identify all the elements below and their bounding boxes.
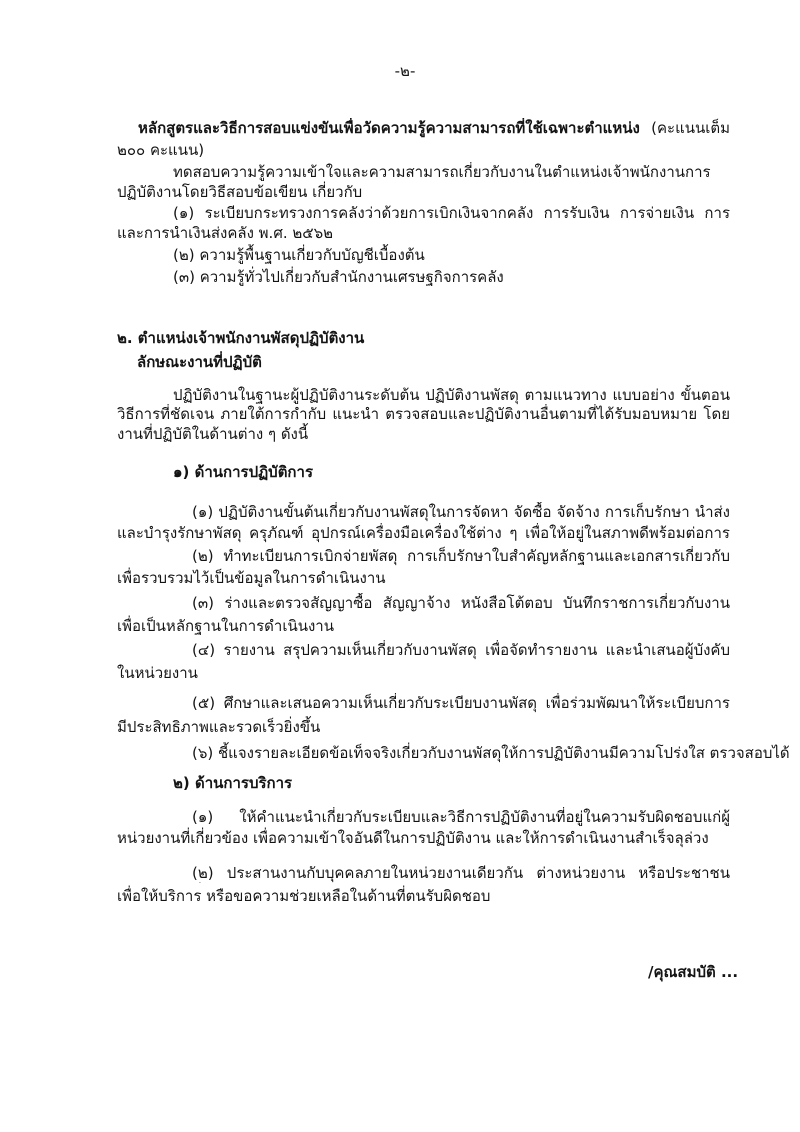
section2-intro-line: วิธีการที่ชัดเจน ภายใต้การกำกับ แนะนำ ตรวจสอบและปฏิบัติงานอื่นตามที่ได้รับมอบหมาย โดย <box>117 405 730 423</box>
services-item-2-line: เพื่อให้บริการ หรือขอความช่วยเหลือในด้านที่ตนรับผิดชอบ <box>117 887 491 905</box>
section1-heading-line2: ๒๐๐ คะแนน) <box>117 141 205 159</box>
operations-item-4-line: ในหน่วยงาน <box>117 664 198 682</box>
section1-heading-rest: (คะแนนเต็ม <box>651 119 730 137</box>
services-item-2-line: (๒) ประสานงานกับบุคคลภายในหน่วยงานเดียวกัน ต่างหน่วยงาน หรือประชาชน <box>192 864 730 882</box>
section1-item-1-line: (๑) ระเบียบกระทรวงการคลังว่าด้วยการเบิกเงินจากคลัง การรับเงิน การจ่ายเงิน การ <box>173 204 730 222</box>
section2-intro-line: งานที่ปฏิบัติในด้านต่าง ๆ ดังนี้ <box>117 425 309 443</box>
operations-item-3-line: (๓) ร่างและตรวจสัญญาซื้อ สัญญาจ้าง หนังสือโต้ตอบ บันทึกราชการเกี่ยวกับงาน <box>192 594 730 612</box>
operations-title: ๑) ด้านการปฏิบัติการ <box>173 463 313 481</box>
section1-intro-line: ปฏิบัติงานโดยวิธีสอบข้อเขียน เกี่ยวกับ <box>117 183 363 201</box>
operations-item-4-line: (๔) รายงาน สรุปความเห็นเกี่ยวกับงานพัสดุ เพื่อจัดทำรายงาน และนำเสนอผู้บังคับ <box>192 641 730 659</box>
continuation-note: /คุณสมบัติ ... <box>648 963 739 981</box>
operations-item-3-line: เพื่อเป็นหลักฐานในการดำเนินงาน <box>117 617 334 635</box>
operations-item-1-line: (๑) ปฏิบัติงานขั้นต้นเกี่ยวกับงานพัสดุในการจัดหา จัดซื้อ จัดจ้าง การเก็บรักษา นำส่ง <box>192 503 730 521</box>
services-item-1-line: หน่วยงานที่เกี่ยวข้อง เพื่อความเข้าใจอันดีในการปฏิบัติงาน และให้การดำเนินงานสำเร็จลุล่วง <box>117 829 709 847</box>
services-title: ๒) ด้านการบริการ <box>173 774 293 792</box>
operations-item-2-line: (๒) ทำทะเบียนการเบิกจ่ายพัสดุ การเก็บรักษาใบสำคัญหลักฐานและเอกสารเกี่ยวกับ <box>192 547 730 565</box>
section1-item-2: (๒) ความรู้พื้นฐานเกี่ยวกับบัญชีเบื้องต้น <box>173 246 425 264</box>
operations-item-2-line: เพื่อรวบรวมไว้เป็นข้อมูลในการดำเนินงาน <box>117 569 386 587</box>
section1-heading <box>138 118 730 138</box>
operations-item-5-line: มีประสิทธิภาพและรวดเร็วยิ่งขึ้น <box>117 718 321 736</box>
services-item-1-line: (๑) ให้คำแนะนำเกี่ยวกับระเบียบและวิธีการปฏิบัติงานที่อยู่ในความรับผิดชอบแก่ผู้ <box>192 808 730 826</box>
page-number: -๒- <box>394 62 416 80</box>
section1-heading-bold: หลักสูตรและวิธีการสอบแข่งขันเพื่อวัดความรู้ความสามารถที่ใช้เฉพาะตำแหน่ง <box>138 119 640 137</box>
section2-heading: ๒. ตำแหน่งเจ้าพนักงานพัสดุปฏิบัติงาน <box>117 329 365 347</box>
section1-item-3: (๓) ความรู้ทั่วไปเกี่ยวกับสำนักงานเศรษฐกิจการคลัง <box>173 268 504 286</box>
operations-item-5-line: (๕) ศึกษาและเสนอความเห็นเกี่ยวกับระเบียบงานพัสดุ เพื่อร่วมพัฒนาให้ระเบียบการ <box>192 694 730 712</box>
section1-intro-line: ทดสอบความรู้ความเข้าใจและความสามารถเกี่ยวกับงานในตำแหน่งเจ้าพนักงานการ <box>173 163 711 181</box>
section2-intro-line: ปฏิบัติงานในฐานะผู้ปฏิบัติงานระดับต้น ปฏิบัติงานพัสดุ ตามแนวทาง แบบอย่าง ขั้นตอน <box>173 386 730 404</box>
section2-subheading: ลักษณะงานที่ปฏิบัติ <box>137 353 262 371</box>
operations-item-6: (๖) ชี้แจงรายละเอียดข้อเท็จจริงเกี่ยวกับงานพัสดุให้การปฏิบัติงานมีความโปร่งใส ตรวจสอบได้ <box>192 744 790 762</box>
section1-item-1-line: และการนำเงินส่งคลัง พ.ศ. ๒๕๖๒ <box>117 224 334 242</box>
operations-item-1-line: และบำรุงรักษาพัสดุ ครุภัณฑ์ อุปกรณ์เครื่องมือเครื่องใช้ต่าง ๆ เพื่อให้อยู่ในสภาพดีพร้อมต่อการ <box>117 524 730 542</box>
